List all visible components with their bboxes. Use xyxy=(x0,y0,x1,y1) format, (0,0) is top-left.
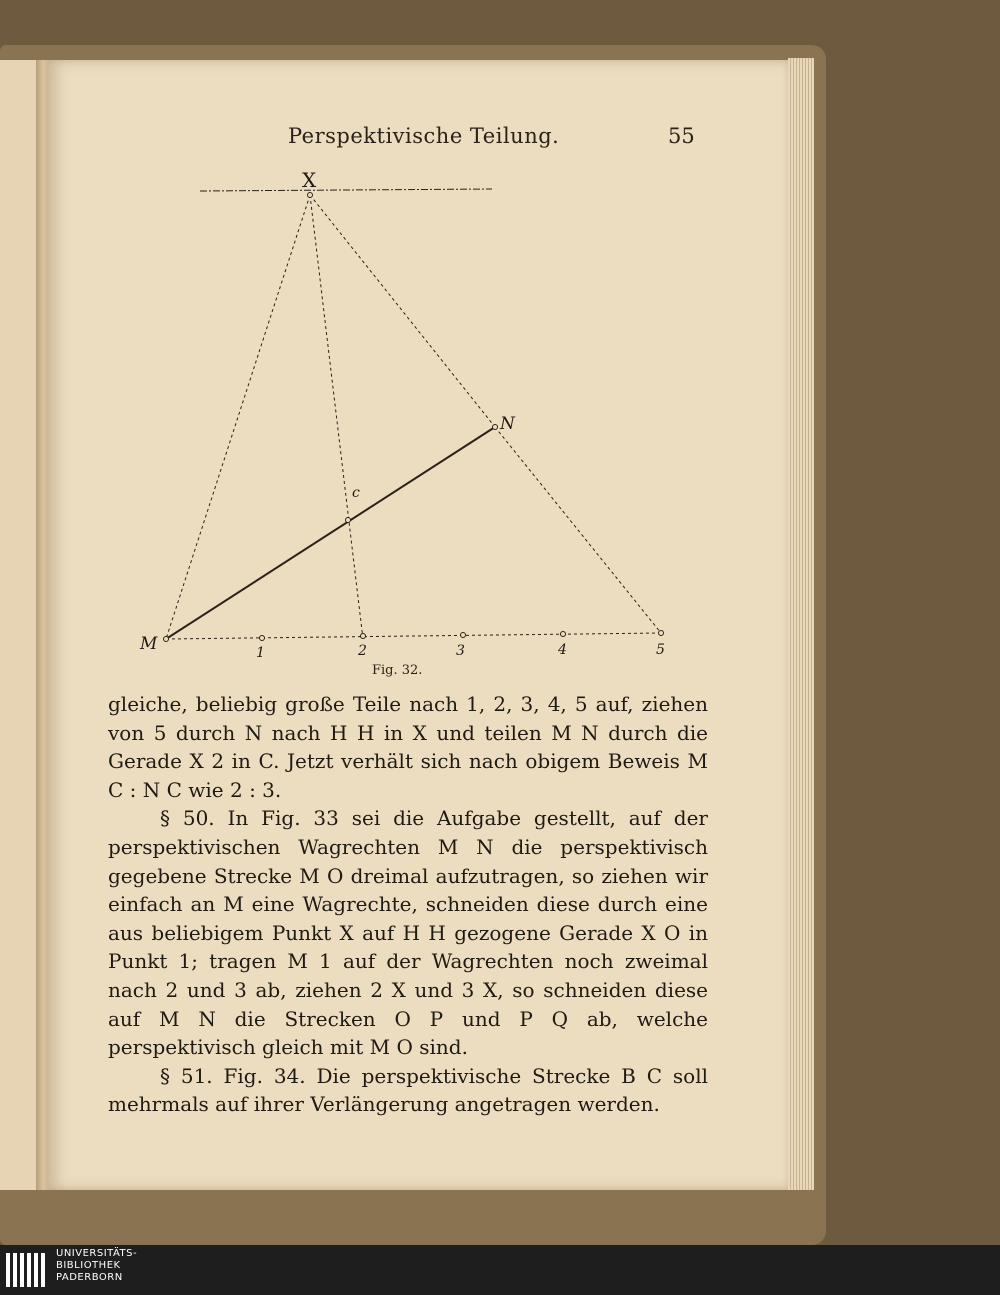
baseline xyxy=(166,633,661,639)
ray-x-m xyxy=(166,195,310,639)
ray-x-2 xyxy=(310,195,363,639)
geometry-figure xyxy=(130,165,690,665)
point-2 xyxy=(361,634,366,639)
library-footer xyxy=(0,1245,1000,1295)
horizon-line xyxy=(200,189,492,191)
figure-caption: Fig. 32. xyxy=(372,663,423,678)
point-x xyxy=(308,193,313,198)
library-logo-icon xyxy=(4,1247,50,1293)
point-1 xyxy=(260,636,265,641)
page-header xyxy=(48,124,790,154)
point-n xyxy=(493,425,498,430)
label-5: 5 xyxy=(656,642,665,658)
library-name xyxy=(56,1248,137,1284)
point-5 xyxy=(659,631,664,636)
label-c: c xyxy=(352,485,360,501)
point-4 xyxy=(561,632,566,637)
label-3: 3 xyxy=(456,643,465,659)
paragraph-continuation: gleiche, beliebig große Teile nach 1, 2, 3, 4, 5 auf, ziehen von 5 durch N nach H H in X und teilen M N durch die Gerade X 2 in C. Jetzt verhält sich nach obigem Beweis M C : N C wie 2 : 3. xyxy=(108,692,708,802)
page-edges xyxy=(788,58,814,1190)
running-head: Perspektivische Teilung. xyxy=(288,124,560,148)
library-name-line3: PADERBORN xyxy=(56,1272,123,1283)
label-m: M xyxy=(140,634,158,654)
paragraph-section-50: § 50. In Fig. 33 sei die Aufgabe gestellt, auf der perspektivischen Wagrechten M N die perspektivisch gegebene Strecke M O dreimal aufzutragen, so ziehen wir einfach an M eine Wagrechte, schneiden diese durch eine aus beliebigem Punkt X auf H H gezogene Gerade X O in Punkt 1; tragen M 1 auf der Wagrechten noch zweimal nach 2 und 3 ab, ziehen 2 X und 3 X, so schneiden diese auf M N die Strecken O P und P Q ab, welche perspektivisch gleich mit M O sind. xyxy=(108,806,708,1060)
point-m xyxy=(164,637,169,642)
ray-n-5 xyxy=(495,427,661,633)
library-name-line2: BIBLIOTHEK xyxy=(56,1260,121,1271)
label-1: 1 xyxy=(256,645,265,661)
library-name-line1: UNIVERSITÄTS- xyxy=(56,1248,138,1259)
label-2: 2 xyxy=(358,643,367,659)
label-x: X xyxy=(302,168,317,192)
label-n: N xyxy=(500,414,515,434)
page-number: 55 xyxy=(668,124,695,148)
point-c xyxy=(346,518,351,523)
ray-x-n xyxy=(310,195,495,427)
point-3 xyxy=(461,633,466,638)
segment-m-n xyxy=(166,427,495,639)
paragraph-section-51: § 51. Fig. 34. Die perspektivische Strecke B C soll mehrmals auf ihrer Verlängerung angetragen werden. xyxy=(108,1063,708,1117)
label-4: 4 xyxy=(558,642,567,658)
body-text xyxy=(108,690,708,1119)
